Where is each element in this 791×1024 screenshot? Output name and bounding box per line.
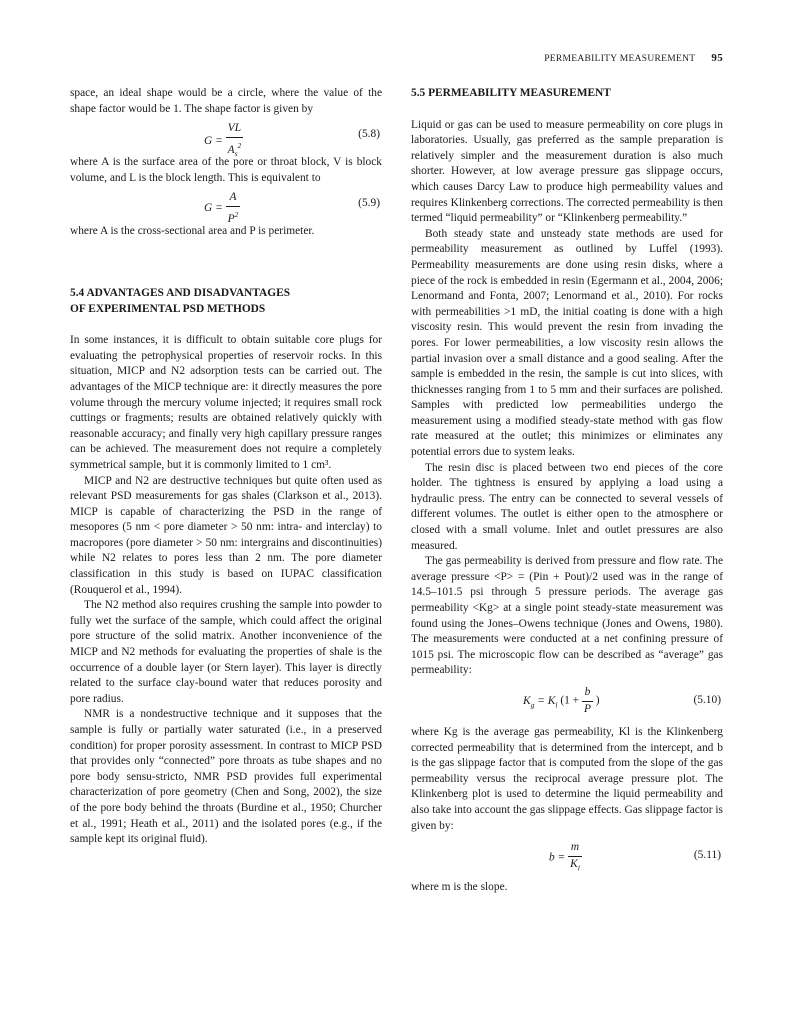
section-5-4-paragraph-2: MICP and N2 are destructive techniques but quite often used as relevant PSD measurements for gas shales (Clarkson et al., 2013). MICP is capable of characterizing the PSD in the range of mesopores (5 nm < pore diameter > 50 nm: intra- and interclay) to macropores (pore diameter > 50 nm: intergrains and discontinuities) while N2 relates to pores less than 2 nm. The pore diameter classification in this study is based on IUPAC classification (Rouquerol et al., 1994). (70, 474, 382, 596)
eq-5-8-den-sub: s (234, 148, 238, 158)
eq-5-10-lhs-base: K (523, 694, 531, 707)
eq-5-10-mid-base: = K (537, 694, 556, 707)
eq-5-10-fraction (582, 685, 593, 717)
eq-5-10-lhs (523, 695, 534, 707)
section-5-4-paragraph-3: The N2 method also requires crushing the sample into powder to fully wet the surface of the sample, which could affect the original pore structure of the solid matrix. Another inconvenience of the MICP and N2 methods for evaluating the properties of shale is the occurrence of a double layer (or Stern layer). This layer is directly related to the surface clay-bound water that reduces porosity and pore radius. (70, 599, 382, 705)
equation-5-8 (70, 117, 382, 158)
section-5-4-heading-line1: 5.4 ADVANTAGES AND DISADVANTAGES (70, 286, 291, 299)
section-5-5-paragraph-1: Liquid or gas can be used to measure permeability on core plugs in laboratories. Usually, gas preferred as the sample preparation is relatively simpler and the measurement duration is also much shorter. However, at low average pressure gas slippage occurs, which causes Darcy Law to produce high permeability values and requires Klinkenberg corrections. The corrected permeability is then termed “liquid permeability” or “Klinkenberg permeability.” (411, 118, 723, 225)
section-5-5-paragraph-4: The gas permeability is derived from pressure and flow rate. The average pressure <P> = (Pin + Pout)/2 used was in the range of 14.5–101.5 psi through 5 pressure periods. The average gas permeability <Kg> at a single point steady-state measurement was found using the Jones–Owens technique (Jones and Owens, 1980). The measurements were conducted at a net confining pressure of 1015 psi. The microscopic flow can be described as “average” gas permeability: (411, 555, 723, 677)
equation-5-10 (411, 679, 723, 725)
eq-5-9-denominator (226, 207, 241, 227)
eq-5-11-denominator (568, 857, 582, 876)
eq-5-9-label: (5.9) (358, 197, 380, 210)
eq-5-8-den-sup: 2 (237, 140, 242, 150)
section-5-4-paragraph-1: In some instances, it is difficult to obtain suitable core plugs for evaluating the petrophysical properties of reservoir rocks. In this situation, MICP and N2 adsorption tests can be carried out. The advantages of the MICP technique are: it directly measures the pore volume through the mercury volume injected; it requires small rock cuttings or fragments; results are obtained relatively quickly with reasonable accuracy; and finally very high capillary pressure ranges can be achieved. The measurement does not require a completely symmetrical sample, but it is commonly limited to 1 cm³. (70, 334, 382, 471)
eq-5-9-lhs: G = (204, 202, 223, 215)
eq-5-8-numerator: VL (226, 121, 244, 138)
section-5-4-paragraph-4: NMR is a nondestructive technique and it supposes that the sample is fully or partially water saturated (i.e., in a preserved condition) for proper porosity assessment. In contrast to MICP PSD that provides only “connected” pore throats as tube shapes and no pore body sensu-stricto, NMR PSD provides full experimental characterization of pore geometry (Chen and Song, 2002), the size of the pore body behind the throats (Burdine et al., 1950; Churcher et al., 1991; Heath et al., 2011) and the isolated pores (e.g., if the sample kept its original fluid). (70, 708, 382, 846)
eq-5-10-numerator: b (582, 685, 593, 702)
section-5-5-paragraph-6: where m is the slope. (411, 881, 508, 894)
eq-5-11-den-sub: l (577, 863, 580, 872)
eq-5-10-label: (5.10) (693, 693, 721, 706)
eq-5-8-denominator (226, 138, 244, 162)
eq-5-11-numerator: m (568, 840, 582, 857)
section-5-4-heading-line2: OF EXPERIMENTAL PSD METHODS (70, 302, 266, 315)
eq-5-8-den-base: A (227, 143, 235, 156)
equation-5-11 (411, 834, 723, 880)
eq-5-10-mid-sub: l (555, 699, 558, 709)
eq-5-8-lhs: G = (204, 134, 223, 147)
eq-5-10-mid (537, 695, 557, 707)
eq-5-11-lhs: b = (549, 851, 566, 864)
eq-5-8-label: (5.8) (358, 128, 380, 141)
equation-5-9 (70, 186, 382, 224)
running-head (544, 52, 723, 64)
section-5-5-paragraph-3: The resin disc is placed between two end pieces of the core holder. The tightness is ensured by applying a load using a hydraulic press. The entry can be connected to several vessels of different volumes. The outlet is either open to the atmosphere or closed with a small volume. Inlet and outlet pressures are also measured. (411, 461, 723, 552)
page-number: 95 (711, 52, 723, 64)
spacer (70, 317, 382, 333)
eq-5-10-paren-open: (1 + (560, 694, 580, 707)
eq-5-9-den-base: P (227, 212, 235, 225)
running-title: PERMEABILITY MEASUREMENT (544, 54, 696, 64)
intro-paragraph: space, an ideal shape would be a circle, where the value of the shape factor would be 1. The shape factor is given by (70, 87, 382, 115)
spacer (411, 102, 723, 118)
eq-5-9-fraction (226, 190, 241, 227)
eq-5-10-denominator: P (583, 702, 591, 715)
spacer (70, 240, 382, 286)
eq-5-11-label: (5.11) (693, 849, 721, 862)
section-5-5-heading: 5.5 PERMEABILITY MEASUREMENT (411, 87, 611, 99)
after-eq-5-8-paragraph: where A is the surface area of the pore or throat block, V is block volume, and L is the block length. This is equivalent to (70, 156, 382, 184)
after-eq-5-9-paragraph: where A is the cross-sectional area and P is perimeter. (70, 225, 315, 238)
left-column (70, 86, 382, 848)
section-5-5-paragraph-2: Both steady state and unsteady state methods are used for permeability measurement as outlined by Luffel (1993). Permeability measurements are done using resin disks, where a piece of the rock is embedded in resin (Egermann et al., 2004, 2006; Lenormand and Fonta, 2007; Lenormand et al., 2010). For rocks with permeabilities >1 mD, the initial coating is done with a high viscosity resin. This would prevent the resin from invading the pores. For lower permeabilities, a low viscosity resin allows the partial invasion over a small distance and a good sealing. After the sample is embedded in the resin, the sample is cut into slices, with thicknesses ranging from 1 to 5 mm and their surfaces are polished. Samples with predicted low permeabilities undergo the measurement using a modified steady-state method with gas flow rate measured at the outlet; this minimizes or eliminates any potential errors due to system leaks. (411, 227, 723, 459)
section-5-5-paragraph-5: where Kg is the average gas permeability, Kl is the Klinkenberg corrected permeability that is determined from the intercept, and b is the gas slippage factor that is computed from the slope of the gas permeability versus the reciprocal average pressure plot. The Klinkenberg plot is used to determine the liquid permeability and also take into account the gas slippage effects. Gas slippage factor is given by: (411, 725, 723, 832)
eq-5-10-paren-close: ) (595, 694, 600, 707)
eq-5-10-lhs-sub: g (530, 699, 535, 709)
eq-5-9-numerator: A (226, 190, 241, 207)
right-column (411, 86, 723, 896)
eq-5-11-fraction (568, 840, 582, 875)
eq-5-8-fraction (226, 121, 244, 161)
eq-5-11-den-base: K (570, 857, 578, 870)
eq-5-9-den-sup: 2 (234, 209, 239, 219)
